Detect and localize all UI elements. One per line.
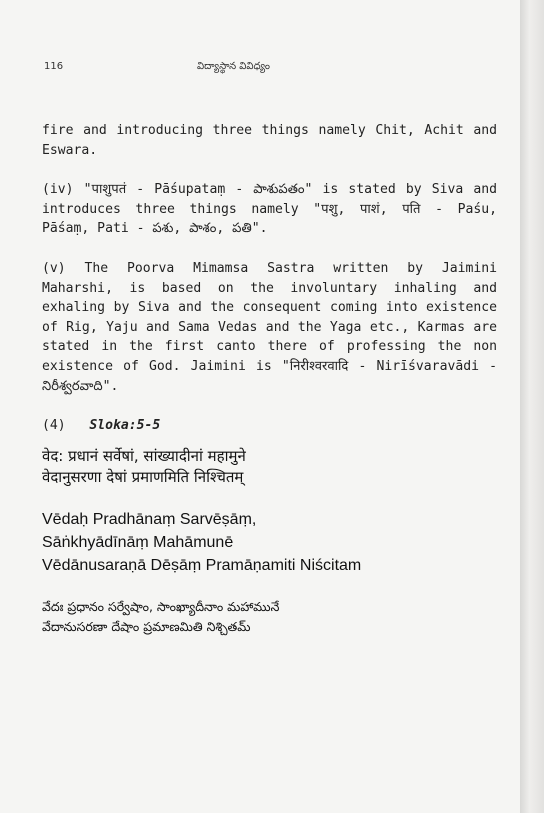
telugu-line-1: వేదః ప్రధానం సర్వేషాం, సాంఖ్యాదీనాం మహామునే xyxy=(42,598,280,614)
paragraph-fire: fire and introducing three things namely Chit, Achit and Eswara. xyxy=(42,123,497,158)
sloka-title: Sloka:5-5 xyxy=(89,418,161,434)
sloka-heading xyxy=(42,416,497,436)
sloka-number: (4) xyxy=(42,418,66,434)
devanagari-line-2: वेदानुसरणा देषां प्रमाणमिति निश्चितम् xyxy=(42,467,244,486)
page-number: 116 xyxy=(44,61,64,72)
paragraph-poorva-mimamsa: (v) The Poorva Mimamsa Sastra written by Jaimini Maharshi, is based on the involuntary inhaling and exhaling by Siva and the consequent coming into existence of Rig, Yaju and Sama Vedas and the Yaga etc., Karmas are stated in the first canto there of professing the non existence of God. Jaimini is "निरीश्वरवादि - Nirīśvaravādi - నిరీశ్వరవాది". xyxy=(42,260,497,394)
paragraph-pasupatam: (iv) "पाशुपतं - Pāśupataṃ - పాశుపతం" is stated by Siva and introduces three things namely "पशु, पाशं, पति - Paśu, Pāśaṃ, Pati - పశు, పాశం, పతి". xyxy=(42,182,497,237)
page-edge xyxy=(520,0,544,813)
transliteration-line-2: Sāṅkhyādīnāṃ Mahāmunē xyxy=(42,533,234,551)
devanagari-line-1: वेद: प्रधानं सर्वेषां, सांख्यादीनां महामुने xyxy=(42,446,246,465)
telugu-line-2: వేదానుసరణా దేషాం ప్రమాణమితి నిశ్చితమ్ xyxy=(42,618,251,634)
page-body xyxy=(42,121,497,637)
running-title: విద్యాస్థాన వివిధ్యం xyxy=(197,61,270,72)
transliteration-line-3: Vēdānusaraṇā Dēṣāṃ Pramāṇamiti Niścitam xyxy=(42,556,362,574)
transliteration-line-1: Vēdaḥ Pradhānaṃ Sarvēṣāṃ, xyxy=(42,510,257,528)
page-header xyxy=(44,59,480,77)
